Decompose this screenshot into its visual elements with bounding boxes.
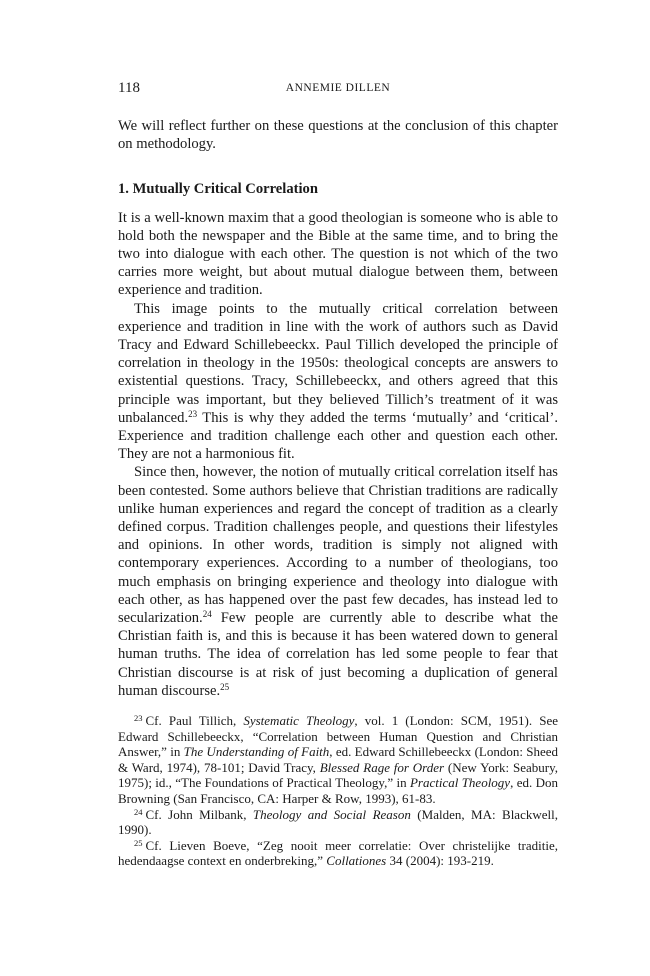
running-head: ANNEMIE DILLEN <box>285 82 391 94</box>
paragraph-2-text-b: This is why they added the terms ‘mutually’ and ‘critical’. Experience and tradition challenge each other and question each other. They are not a harmonious fit. <box>118 409 558 463</box>
footnotes <box>118 713 558 869</box>
footnote-text: Cf. Lieven Boeve, “Zeg nooit meer correlatie: Over christelijke traditie, hedendaagse context en onderbreking,” <box>118 837 558 869</box>
footnote-mark-24: 24 <box>134 806 143 817</box>
footnote-mark-25: 25 <box>134 837 143 848</box>
footnote-25 <box>118 838 558 869</box>
footnote-title: The Understanding of Faith <box>183 744 330 760</box>
footnote-text: , ed. Edward Schillebeeckx (London: Sheed & Ward, 1974), 78-101; David Tracy, <box>118 744 559 775</box>
footnote-text: (New York: Seabury, 1975); id., “The Foundations of Practical Theology,” in <box>118 759 558 791</box>
footnote-23 <box>118 713 558 807</box>
footnote-title: Collationes <box>326 853 387 869</box>
footnote-ref-23[interactable]: 23 <box>188 408 198 419</box>
footnote-text: 34 (2004): 193-219. <box>386 853 494 869</box>
footnote-text: , ed. Don Browning (San Francisco, CA: Harper & Row, 1993), 61-83. <box>118 775 558 806</box>
section-heading: 1. Mutually Critical Correlation <box>118 181 318 198</box>
paragraph-3-text-b: Few people are currently able to describe what the Christian faith is, and this is because it has been watered down to general human truths. The idea of correlation has led some people to fear that Christian discourse is at risk of just becoming a duplication of general human discourse. <box>118 610 558 699</box>
page-header <box>118 80 558 100</box>
paragraph-1: It is a well-known maxim that a good theologian is someone who is able to hold both the newspaper and the Bible at the same time, and to bring the two into dialogue with each other. The question is not which of the two carries more weight, but about mutual dialogue between them, between experience and tradition. <box>118 209 558 299</box>
footnote-ref-24[interactable]: 24 <box>202 609 212 620</box>
footnote-text: (Malden, MA: Blackwell, 1990). <box>118 806 558 838</box>
footnote-title: Blessed Rage for Order <box>319 759 445 775</box>
paragraph-2-text-a: This image points to the mutually critical correlation between experience and tradition in line with the work of authors such as David Tracy and Edward Schillebeeckx. Paul Tillich developed the principle of correlation in theology in the 1950s: theological concepts are answers to existential questions. Tracy, Schillebeeckx, and others agreed that this principle was important, but they believed Tillich’s treatment of it was unbalanced. <box>118 300 558 426</box>
page-number: 118 <box>118 80 140 96</box>
paragraph-2 <box>118 300 558 464</box>
intro-paragraph: We will reflect further on these questions at the conclusion of this chapter on methodology. <box>118 118 558 153</box>
footnote-ref-25[interactable]: 25 <box>220 681 230 692</box>
footnote-text: Cf. John Milbank, <box>145 806 253 822</box>
body-text <box>118 117 558 700</box>
footnote-title: Systematic Theology <box>243 713 355 728</box>
footnote-title: Practical Theology <box>409 775 511 791</box>
footnote-text: , vol. 1 (London: SCM, 1951). See Edward Schillebeeckx, “Correlation between Human Question and Christian Answer,” in <box>118 713 558 760</box>
footnote-mark-23: 23 <box>134 713 143 723</box>
paragraph-3-text-a: Since then, however, the notion of mutually critical correlation itself has been contested. Some authors believe that Christian traditions are radically unlike human experiences and regard the concept of tradition as a clearly defined corpus. Tradition challenges people, and questions their lifestyles and opinions. In other words, tradition is simply not aligned with contemporary experiences. According to a number of theologians, too much emphasis on bringing experience and theology into dialogue with each other, as has happened over the past few decades, has instead led to secularization. <box>118 464 558 627</box>
footnote-text: Cf. Paul Tillich, <box>145 713 244 728</box>
paragraph-3 <box>118 463 558 700</box>
footnote-24 <box>118 807 558 838</box>
footnote-title: Theology and Social Reason <box>252 806 411 822</box>
